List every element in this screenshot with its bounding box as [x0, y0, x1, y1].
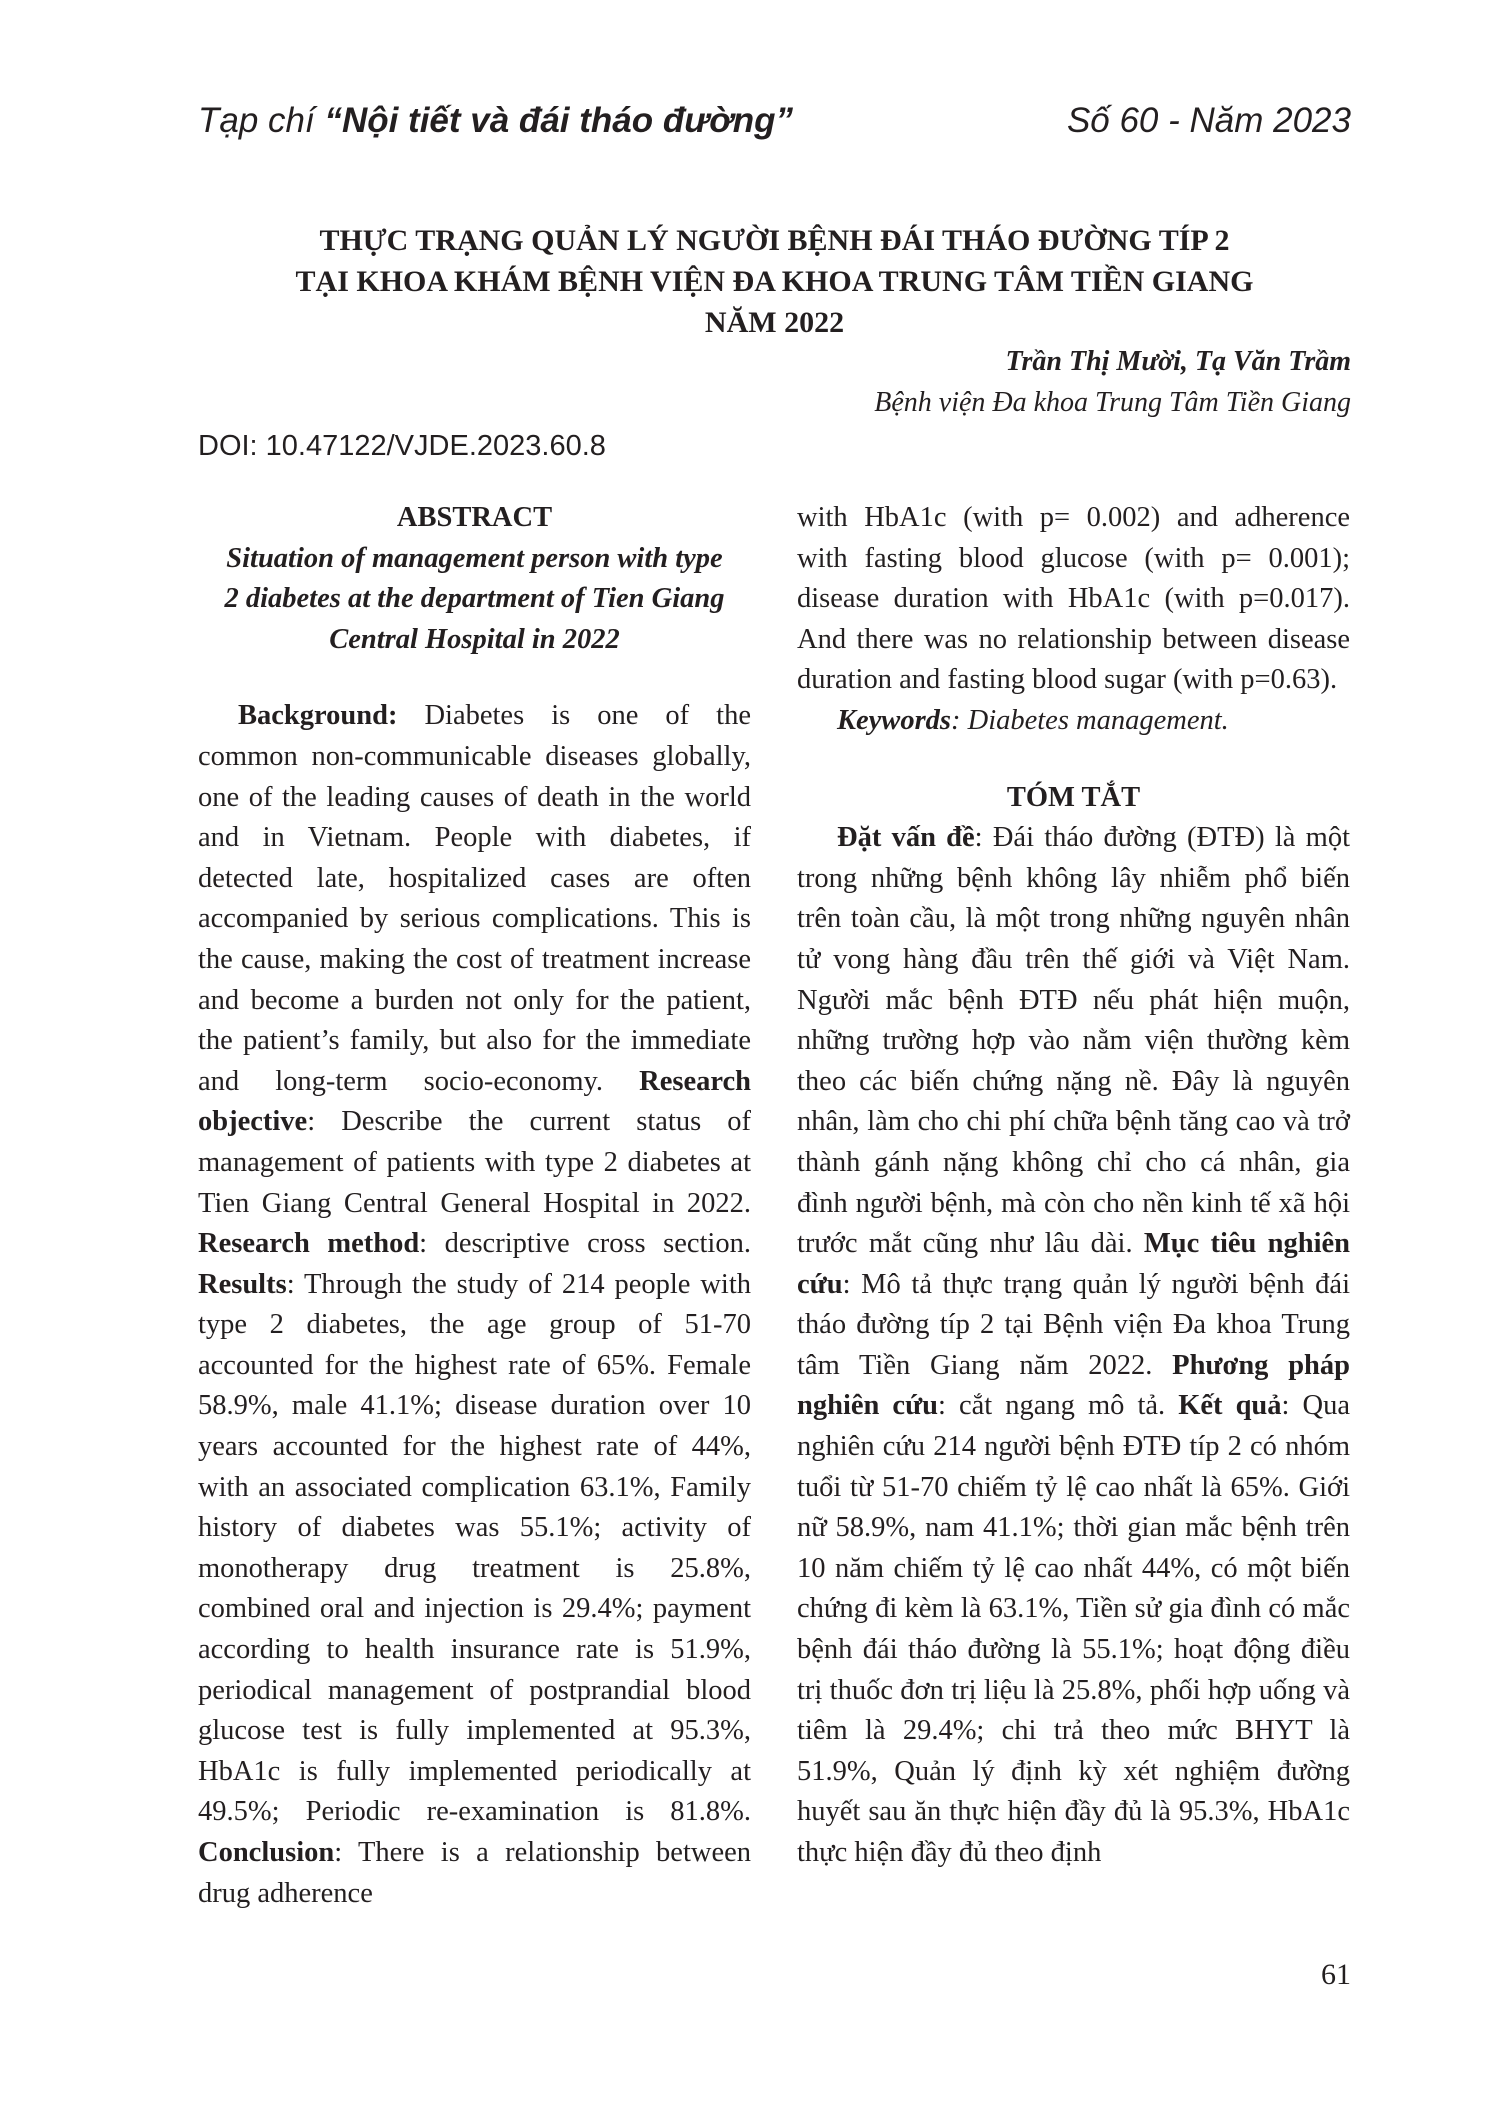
objective-label: Research objective	[198, 1065, 751, 1138]
affiliation: Bệnh viện Đa khoa Trung Tâm Tiền Giang	[874, 387, 1351, 418]
title-line: TẠI KHOA KHÁM BỆNH VIỆN ĐA KHOA TRUNG TÂM TIỀN GIANG	[295, 265, 1254, 298]
summary-body: Đặt vấn đề: Đái tháo đường (ĐTĐ) là một trong những bệnh không lây nhiễm phổ biến trên toàn cầu, là một trong những nguyên nhân tử vong hàng đầu trên thế giới và Việt Nam. Người mắc bệnh ĐTĐ nếu phát hiện muộn, những trường hợp vào nằm viện thường kèm theo các biến chứng nặng nề. Đây là nguyên nhân, làm cho chi phí chữa bệnh tăng cao và trở thành gánh nặng không chỉ cho cá nhân, gia đình người bệnh, mà còn cho nền kinh tế xã hội trước mắt cũng như lâu dài. Mục tiêu nghiên cứu: Mô tả thực trạng quản lý người bệnh đái tháo đường típ 2 tại Bệnh viện Đa khoa Trung tâm Tiền Giang năm 2022. Phương pháp nghiên cứu: cắt ngang mô tả. Kết quả: Qua nghiên cứu 214 người bệnh ĐTĐ típ 2 có nhóm tuổi từ 51-70 chiếm tỷ lệ cao nhất là 65%. Giới nữ 58.9%, nam 41.1%; thời gian mắc bệnh trên 10 năm chiếm tỷ lệ cao nhất 44%, có một biến chứng đi kèm là 63.1%, Tiền sử gia đình có mắc bệnh đái tháo đường là 55.1%; hoạt động điều trị thuốc đơn trị liệu là 25.8%, phối hợp uống và tiêm là 29.4%; chi trả theo mức BHYT là 51.9%, Quản lý định kỳ xét nghiệm đường huyết sau ăn thực hiện đầy đủ là 95.3%, HbA1c thực hiện đầy đủ theo định	[797, 822, 1350, 1868]
results-label: Results	[198, 1268, 287, 1300]
abstract-title-line: Situation of management person with type	[226, 542, 723, 574]
right-column	[797, 498, 1350, 1874]
abstract-body: Background: Diabetes is one of the common non-communicable diseases globally, one of the leading causes of death in the world and in Vietnam. People with diabetes, if detected late, hospitalized cases are often accompanied by serious complications. This is the cause, making the cost of treatment increase and become a burden not only for the patient, the patient’s family, but also for the immediate and long-term socio-economy. Research objective: Describe the current status of management of patients with type 2 diabetes at Tien Giang Central General Hospital in 2022. Research method: descriptive cross section. Results: Through the study of 214 people with type 2 diabetes, the age group of 51-70 accounted for the highest rate of 65%. Female 58.9%, male 41.1%; disease duration over 10 years accounted for the highest rate of 44%, with an associated complication 63.1%, Family history of diabetes was 55.1%; activity of monotherapy drug treatment is 25.8%, combined oral and injection is 29.4%; payment according to health insurance rate is 51.9%, periodical management of postprandial blood glucose test is fully implemented at 95.3%, HbA1c is fully implemented periodically at 49.5%; Periodic re-examination is 81.8%. Conclusion: There is a relationship between drug adherence	[198, 700, 751, 1909]
journal-name: “Nội tiết và đái tháo đường”	[324, 101, 793, 140]
doi-link[interactable]: DOI: 10.47122/VJDE.2023.60.8	[198, 430, 606, 462]
abstract-title-line: 2 diabetes at the department of Tien Giang	[224, 583, 725, 615]
title-line: THỰC TRẠNG QUẢN LÝ NGƯỜI BỆNH ĐÁI THÁO ĐƯỜNG TÍP 2	[319, 224, 1230, 257]
running-header	[198, 96, 1351, 146]
authors: Trần Thị Mười, Tạ Văn Trầm	[1005, 346, 1351, 377]
method-label-vi: Phương pháp nghiên cứu	[797, 1349, 1350, 1422]
background-label: Background:	[238, 700, 398, 732]
objective-label-vi: Mục tiêu nghiên cứu	[797, 1228, 1350, 1300]
problem-label: Đặt vấn đề	[837, 822, 975, 854]
keywords-label: Keywords	[837, 704, 951, 736]
abstract-heading: ABSTRACT	[396, 502, 553, 533]
page-number: 61	[1321, 1958, 1351, 1991]
keywords: Keywords: Diabetes management.	[837, 704, 1229, 736]
summary-heading: TÓM TẮT	[1006, 781, 1141, 813]
issue-number: Số 60 - Năm 2023	[1066, 101, 1351, 140]
left-column	[198, 498, 751, 1914]
abstract-continued: with HbA1c (with p= 0.002) and adherence with fasting blood glucose (with p= 0.001); disease duration with HbA1c (with p=0.017). And there was no relationship between disease duration and fasting blood sugar (with p=0.63).	[797, 502, 1350, 696]
title-line: NĂM 2022	[704, 306, 845, 339]
conclusion-label: Conclusion	[198, 1837, 335, 1868]
results-label-vi: Kết quả	[1178, 1390, 1282, 1422]
method-label: Research method	[198, 1228, 420, 1260]
journal-title: Tạp chí “Nội tiết và đái tháo đường”	[198, 101, 793, 140]
abstract-title-line: Central Hospital in 2022	[329, 623, 620, 655]
article-title	[198, 220, 1351, 343]
